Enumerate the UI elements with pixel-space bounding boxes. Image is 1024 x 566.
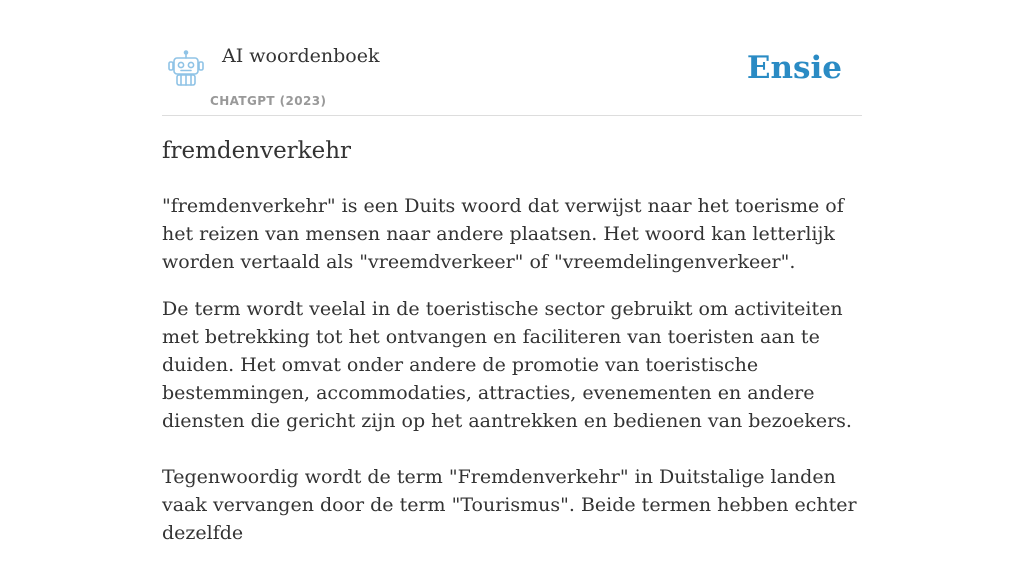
robot-icon [166,50,206,90]
source-title: AI woordenboek [222,45,380,67]
definition-paragraph: De term wordt veelal in de toeristische sector gebruikt om activiteiten met betrekking tot het ontvangen en faciliteren van toeristen aan te duiden. Het omvat onder andere de promotie van toeristische bestemmingen, accommodaties, attracties, evenementen en andere diensten die gericht zijn op het aantrekken en bedienen van bezoekers. [162,298,852,432]
definition-body [162,192,862,566]
brand-logo[interactable]: Ensie [746,50,842,86]
definition-paragraph: Tegenwoordig wordt de term "Fremdenverkehr" in Duitstalige landen vaak vervangen door de term "Tourismus". Beide termen hebben echter dezelfde [162,466,857,544]
entry-term: fremdenverkehr [162,138,352,164]
page-header [162,0,862,116]
definition-paragraph: "fremdenverkehr" is een Duits woord dat verwijst naar het toerisme of het reizen van mensen naar andere plaatsen. Het woord kan letterlijk worden vertaald als "vreemdverkeer" of "vreemdelingenverkeer". [162,195,844,273]
source-subtitle: CHATGPT (2023) [210,94,327,108]
page-container [162,0,862,544]
